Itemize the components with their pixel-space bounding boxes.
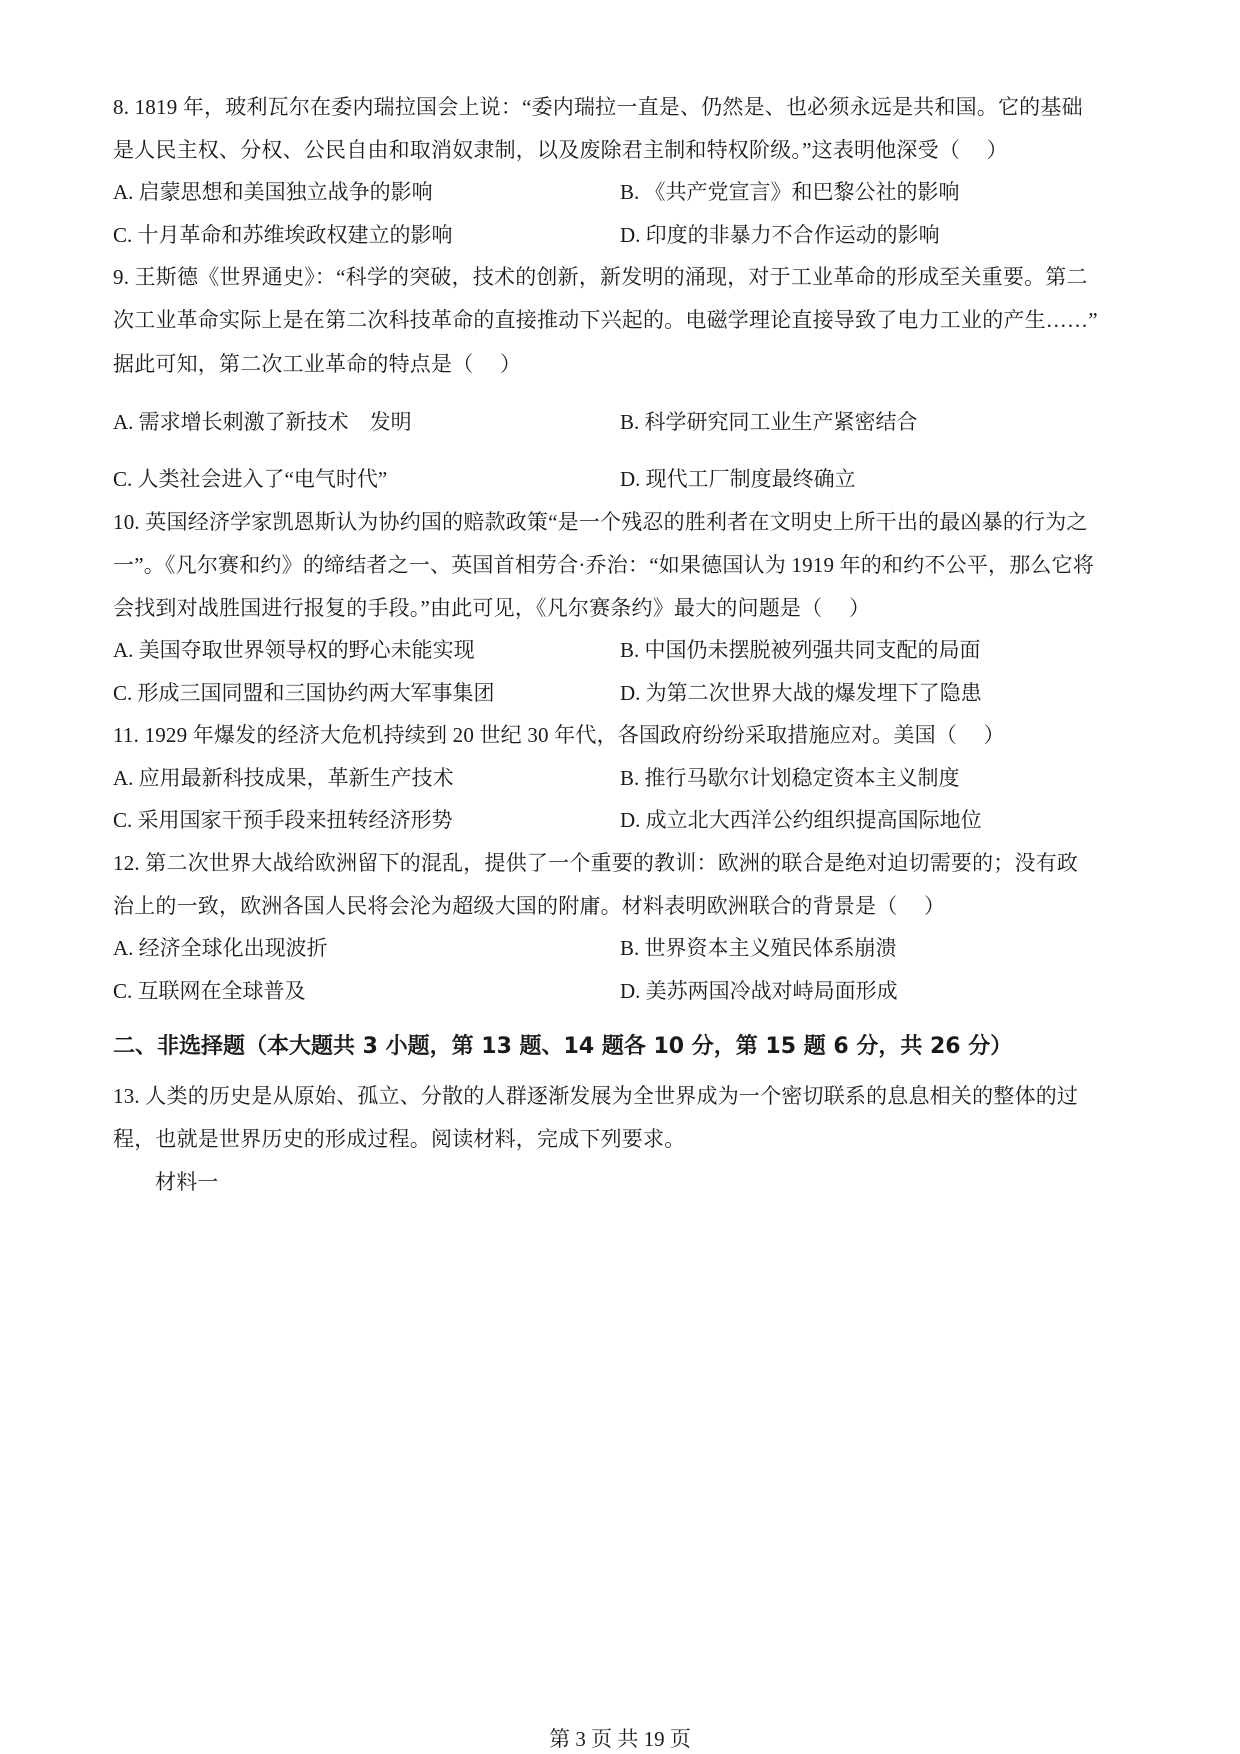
question-12-option-a: A. 经济全球化出现波折 [113,936,328,960]
question-12-option-d: D. 美苏两国冷战对峙局面形成 [620,979,898,1003]
question-10-option-d: D. 为第二次世界大战的爆发埋下了隐患 [620,681,982,705]
question-9-option-b: B. 科学研究同工业生产紧密结合 [620,410,918,434]
question-11-option-d: D. 成立北大西洋公约组织提高国际地位 [620,808,982,832]
question-10-option-a: A. 美国夺取世界领导权的野心未能实现 [113,638,475,662]
question-10-option-b: B. 中国仍未摆脱被列强共同支配的局面 [620,638,981,662]
question-11-stem-line-1: 11. 1929 年爆发的经济大危机持续到 20 世纪 30 年代，各国政府纷纷采取措施应对。美国（ ） [113,723,1005,747]
question-8-option-d: D. 印度的非暴力不合作运动的影响 [620,223,940,247]
question-10-stem-line-3: 会找到对战胜国进行报复的手段。”由此可见，《凡尔赛条约》最大的问题是（ ） [113,596,871,620]
question-8-option-c: C. 十月革命和苏维埃政权建立的影响 [113,223,453,247]
question-10-stem-line-2: 一”。《凡尔赛和约》的缔结者之一、英国首相劳合·乔治：“如果德国认为 1919 年的和约不公平，那么它将 [113,553,1095,577]
page-indicator: 第 3 页 共 19 页 [549,1727,691,1751]
question-9-stem-line-2: 次工业革命实际上是在第二次科技革命的直接推动下兴起的。电磁学理论直接导致了电力工业的产生……” [113,308,1098,332]
question-12-option-c: C. 互联网在全球普及 [113,979,306,1003]
question-9-stem-line-3: 据此可知，第二次工业革命的特点是（ ） [113,352,522,376]
question-13-stem-line-2: 程，也就是世界历史的形成过程。阅读材料，完成下列要求。 [113,1127,686,1151]
section-heading-non-choice: 二、非选择题（本大题共 3 小题，第 13 题、14 题各 10 分，第 15 题 6 分，共 26 分） [113,1034,1013,1059]
question-8-option-a: A. 启蒙思想和美国独立战争的影响 [113,180,433,204]
question-8-stem-line-1: 8. 1819 年，玻利瓦尔在委内瑞拉国会上说：“委内瑞拉一直是、仍然是、也必须永远是共和国。它的基础 [113,95,1083,119]
question-11-option-c: C. 采用国家干预手段来扭转经济形势 [113,808,453,832]
question-10-stem-line-1: 10. 英国经济学家凯恩斯认为协约国的赔款政策“是一个残忍的胜利者在文明史上所干出的最凶暴的行为之 [113,510,1088,534]
question-11-option-b: B. 推行马歇尔计划稳定资本主义制度 [620,766,960,790]
question-10-option-c: C. 形成三国同盟和三国协约两大军事集团 [113,681,495,705]
question-11-option-a: A. 应用最新科技成果，革新生产技术 [113,766,454,790]
question-12-stem-line-2: 治上的一致，欧洲各国人民将会沦为超级大国的附庸。材料表明欧洲联合的背景是（ ） [113,894,946,918]
question-9-option-d: D. 现代工厂制度最终确立 [620,467,856,491]
question-8-option-b: B. 《共产党宣言》和巴黎公社的影响 [620,180,960,204]
question-13-stem-line-1: 13. 人类的历史是从原始、孤立、分散的人群逐渐发展为全世界成为一个密切联系的息息相关的整体的过 [113,1084,1079,1108]
question-12-option-b: B. 世界资本主义殖民体系崩溃 [620,936,897,960]
question-8-stem-line-2: 是人民主权、分权、公民自由和取消奴隶制，以及废除君主制和特权阶级。”这表明他深受（ ） [113,138,1008,162]
question-9-option-c: C. 人类社会进入了“电气时代” [113,467,388,491]
question-12-stem-line-1: 12. 第二次世界大战给欧洲留下的混乱，提供了一个重要的教训：欧洲的联合是绝对迫切需要的；没有政 [113,851,1079,875]
material-label: 材料一 [155,1170,219,1194]
question-9-option-a: A. 需求增长刺激了新技术 发明 [113,410,412,434]
question-9-stem-line-1: 9. 王斯德《世界通史》：“科学的突破，技术的创新，新发明的涌现，对于工业革命的形成至关重要。第二 [113,265,1088,289]
